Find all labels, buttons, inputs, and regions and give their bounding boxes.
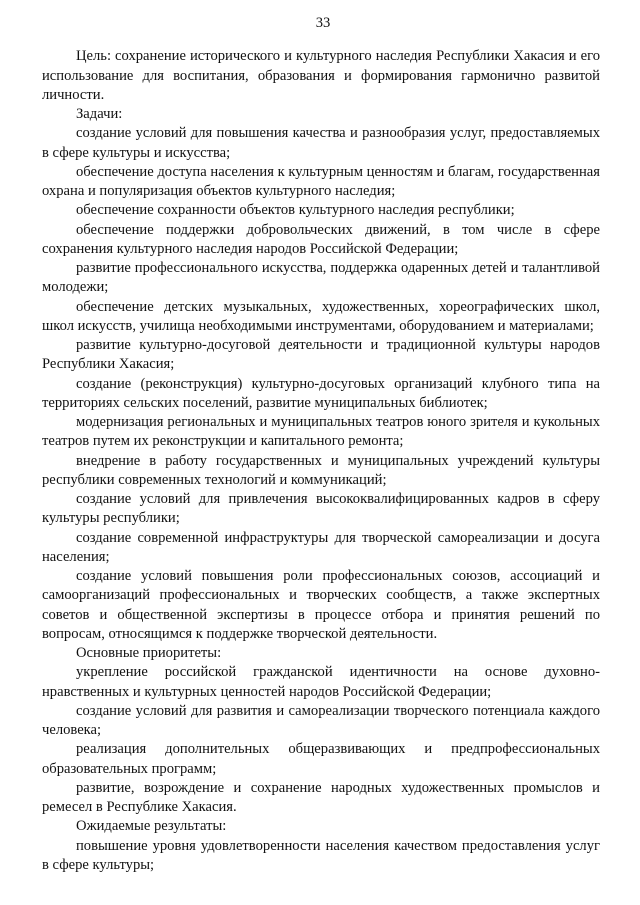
priority-item: создание условий для развития и самореализации творческого потенциала каждого человека;	[42, 702, 600, 738]
task-item: создание условий для привлечения высококвалифицированных кадров в сферу культуры республики;	[42, 491, 600, 527]
task-item: создание условий повышения роли профессиональных союзов, ассоциаций и самоорганизаций профессиональных и творческих сообществ, а также экспертных советов и общественной экспертизы в процессе отбора и принятия решений по вопросам, относящимся к поддержке творческой деятельности.	[42, 568, 600, 642]
task-item: создание (реконструкция) культурно-досуговых организаций клубного типа на территориях сельских поселений, развитие муниципальных библиотек;	[42, 375, 600, 411]
task-item: развитие профессионального искусства, поддержка одаренных детей и талантливой молодежи;	[42, 260, 600, 296]
priority-item: укрепление российской гражданской идентичности на основе духовно-нравственных и культурных ценностей народов Российской Федерации;	[42, 664, 600, 700]
task-item: развитие культурно-досуговой деятельности и традиционной культуры народов Республики Хакасия;	[42, 337, 600, 373]
task-item: модернизация региональных и муниципальных театров юного зрителя и кукольных театров путем их реконструкции и капитального ремонта;	[42, 414, 600, 450]
task-item: обеспечение сохранности объектов культурного наследия республики;	[76, 202, 515, 219]
task-item: обеспечение поддержки добровольческих движений, в том числе в сфере сохранения культурного наследия народов Российской Федерации;	[42, 221, 600, 257]
task-item: внедрение в работу государственных и муниципальных учреждений культуры республики современных технологий и коммуникаций;	[42, 452, 600, 488]
priorities-heading: Основные приоритеты:	[76, 645, 222, 661]
priority-item: реализация дополнительных общеразвивающих и предпрофессиональных образовательных программ;	[42, 741, 600, 777]
task-item: обеспечение детских музыкальных, художественных, хореографических школ, школ искусств, училища необходимыми инструментами, оборудованием и материалами;	[42, 298, 600, 334]
goal-paragraph: Цель: сохранение исторического и культурного наследия Республики Хакасия и его использование для воспитания, образования и формирования гармонично развитой личности.	[42, 48, 600, 103]
task-item: создание современной инфраструктуры для творческой самореализации и досуга населения;	[42, 529, 600, 565]
task-item: обеспечение доступа населения к культурным ценностям и благам, государственная охрана и популяризация объектов культурного наследия;	[42, 163, 600, 199]
tasks-heading: Задачи:	[76, 106, 123, 122]
page-number: 33	[315, 15, 331, 31]
task-item: создание условий для повышения качества и разнообразия услуг, предоставляемых в сфере культуры и искусства;	[42, 125, 600, 161]
results-heading: Ожидаемые результаты:	[76, 818, 227, 835]
result-item: повышение уровня удовлетворенности населения качеством предоставления услуг в сфере культуры;	[42, 837, 600, 873]
priority-item: развитие, возрождение и сохранение народных художественных промыслов и ремесел в Республике Хакасия.	[42, 779, 600, 815]
